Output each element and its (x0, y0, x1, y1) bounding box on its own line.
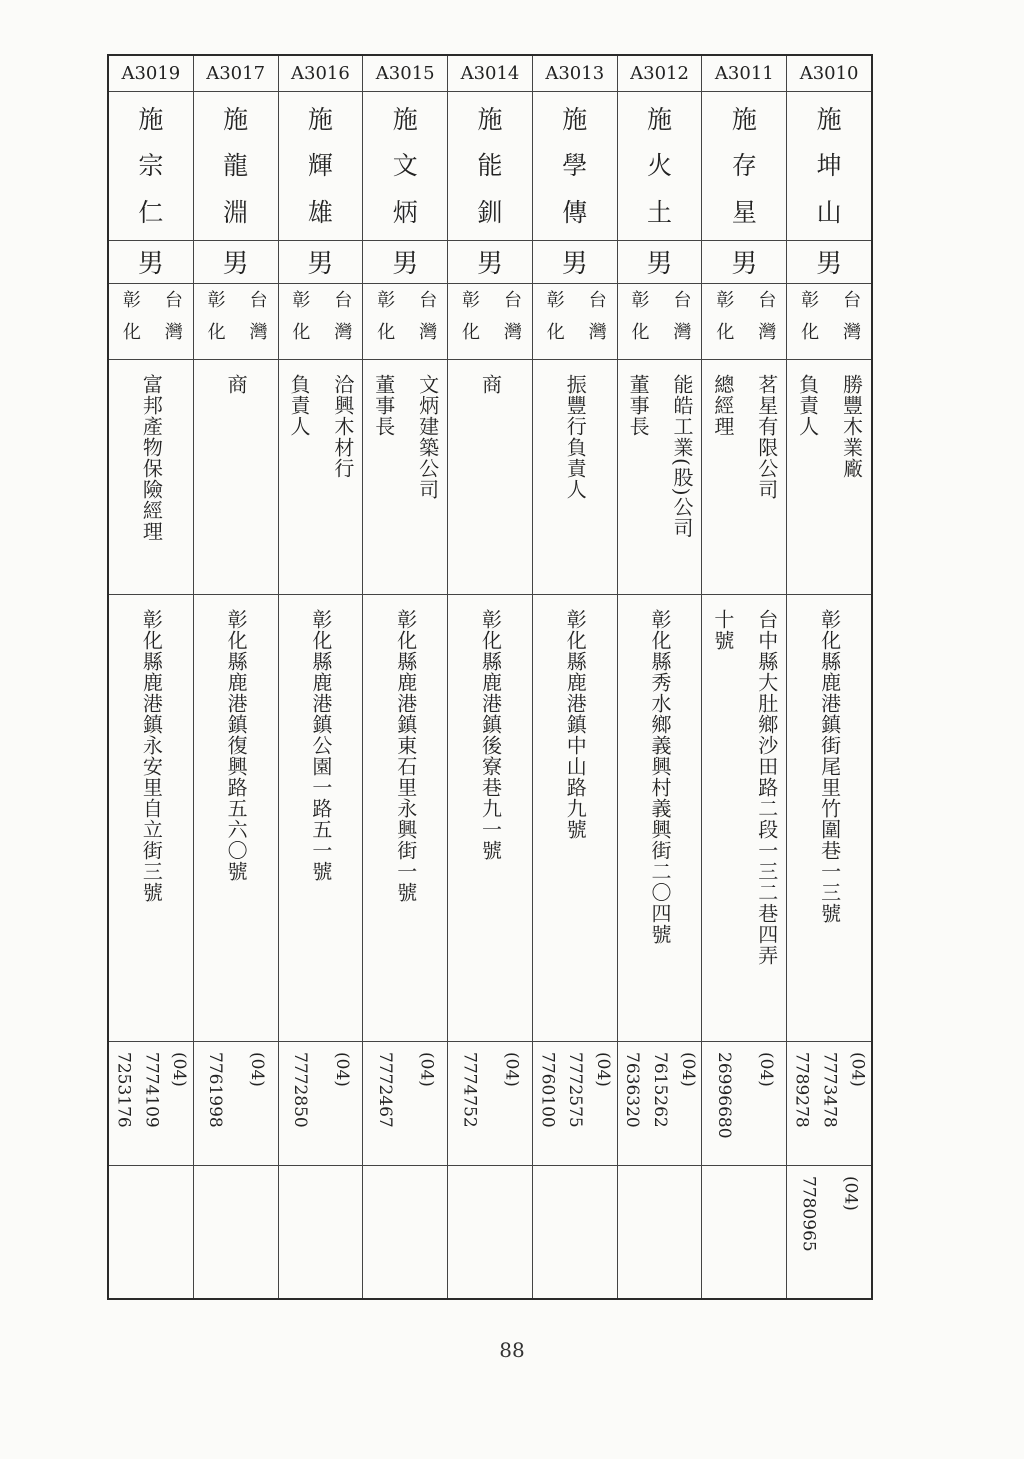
name-char: 傳 (562, 197, 588, 227)
record-column (279, 56, 364, 1298)
phone-cell (109, 1042, 193, 1166)
address-cell (279, 595, 363, 1042)
phone-line: (04) (416, 1052, 437, 1088)
occupation-line: 能皓工業(股)公司 (669, 373, 694, 539)
name-char: 施 (138, 104, 164, 134)
address-lines (448, 595, 532, 1041)
phone-line: (04) (847, 1052, 868, 1088)
origin-text: 彰化 (798, 289, 820, 354)
occupation-cell (787, 360, 871, 596)
origin-text: 彰化 (713, 289, 735, 354)
name-char: 施 (816, 104, 842, 134)
address-lines (533, 595, 617, 1041)
phone-line: 7772575 (565, 1052, 586, 1129)
phone-cell (194, 1042, 278, 1166)
sex-cell: 男 (533, 241, 617, 284)
name-cell (109, 92, 193, 241)
record-column (194, 56, 279, 1298)
phone-line: (04) (677, 1052, 698, 1088)
phone-lines (618, 1042, 702, 1165)
address-cell (109, 595, 193, 1042)
phone2-lines (618, 1166, 702, 1298)
occupation-line: 商 (224, 373, 249, 395)
record-column (787, 56, 871, 1298)
phone-lines (194, 1042, 278, 1165)
record-column (448, 56, 533, 1298)
origin-text: 台灣 (670, 289, 692, 354)
name-char: 輝 (307, 151, 333, 181)
record-id: A3011 (702, 56, 786, 92)
record-id: A3010 (787, 56, 871, 92)
occupation-cell (194, 360, 278, 596)
member-table (107, 54, 873, 1300)
name-char: 施 (307, 104, 333, 134)
phone-line: (04) (247, 1052, 268, 1088)
record-column (618, 56, 703, 1298)
occupation-line: 董事長 (626, 373, 651, 437)
occupation-line: 勝豐木業廠 (839, 373, 864, 479)
origin-cell (363, 284, 447, 360)
record-column (533, 56, 618, 1298)
phone2-cell (787, 1166, 871, 1298)
name-char: 山 (816, 197, 842, 227)
origin-text: 台灣 (585, 289, 607, 354)
occupation-cell (363, 360, 447, 596)
name-cell (787, 92, 871, 241)
phone2-lines (194, 1166, 278, 1298)
occupation-line: 洽興木材行 (330, 373, 355, 479)
phone2-line: (04) (840, 1176, 861, 1212)
origin-text: 台灣 (246, 289, 268, 354)
origin-text: 彰化 (289, 289, 311, 354)
phone2-cell (533, 1166, 617, 1298)
origin-text: 台灣 (161, 289, 183, 354)
record-column (702, 56, 787, 1298)
record-id: A3016 (279, 56, 363, 92)
phone2-cell (618, 1166, 702, 1298)
origin-cell (702, 284, 786, 360)
name-cell (702, 92, 786, 241)
name-char: 坤 (816, 151, 842, 181)
origin-text: 台灣 (840, 289, 862, 354)
name-char: 仁 (138, 197, 164, 227)
occupation-lines (279, 360, 363, 595)
occupation-line: 董事長 (371, 373, 396, 437)
phone-lines (279, 1042, 363, 1165)
address-cell (448, 595, 532, 1042)
name-char: 施 (647, 104, 673, 134)
name-char: 星 (731, 197, 757, 227)
address-lines (702, 595, 786, 1041)
phone-cell (533, 1042, 617, 1166)
address-cell (702, 595, 786, 1042)
phone-cell (363, 1042, 447, 1166)
occupation-cell (279, 360, 363, 596)
name-char: 土 (647, 197, 673, 227)
origin-cell (109, 284, 193, 360)
occupation-cell (702, 360, 786, 596)
name-char: 施 (562, 104, 588, 134)
phone2-lines (533, 1166, 617, 1298)
phone-cell (448, 1042, 532, 1166)
phone-cell (618, 1042, 702, 1166)
address-line: 彰化縣鹿港鎮復興路五六〇號 (224, 609, 249, 883)
occupation-lines (109, 360, 193, 595)
phone-line: (04) (501, 1052, 522, 1088)
origin-cell (448, 284, 532, 360)
origin-text: 台灣 (500, 289, 522, 354)
origin-text: 彰化 (458, 289, 480, 354)
phone-line: (04) (169, 1052, 190, 1088)
address-line: 彰化縣鹿港鎮街尾里竹圍巷一三號 (817, 609, 842, 925)
occupation-lines (787, 360, 871, 595)
sex-cell: 男 (787, 241, 871, 284)
record-id: A3012 (618, 56, 702, 92)
origin-text: 彰化 (628, 289, 650, 354)
address-lines (279, 595, 363, 1041)
phone2-lines (787, 1166, 871, 1298)
occupation-cell (533, 360, 617, 596)
phone-lines (533, 1042, 617, 1165)
phone2-cell (448, 1166, 532, 1298)
occupation-line: 富邦產物保險經理 (139, 373, 164, 542)
address-line: 彰化縣鹿港鎮後寮巷九一號 (478, 609, 503, 862)
sex-cell: 男 (109, 241, 193, 284)
address-cell (533, 595, 617, 1042)
occupation-lines (448, 360, 532, 595)
name-cell (448, 92, 532, 241)
address-line: 彰化縣鹿港鎮公園一路五一號 (308, 609, 333, 883)
occupation-lines (533, 360, 617, 595)
sex-cell: 男 (363, 241, 447, 284)
name-cell (363, 92, 447, 241)
occupation-line: 文炳建築公司 (415, 373, 440, 500)
name-char: 火 (647, 151, 673, 181)
occupation-line: 振豐行負責人 (563, 373, 588, 500)
name-cell (533, 92, 617, 241)
phone-cell (787, 1042, 871, 1166)
phone2-line: 7780965 (798, 1176, 819, 1252)
phone-line: 7253176 (113, 1052, 134, 1129)
origin-text: 彰化 (543, 289, 565, 354)
phone2-cell (702, 1166, 786, 1298)
phone2-lines (279, 1166, 363, 1298)
phone-line: 7774109 (141, 1052, 162, 1129)
address-cell (787, 595, 871, 1042)
occupation-lines (618, 360, 702, 595)
name-char: 宗 (138, 151, 164, 181)
name-char: 炳 (392, 197, 418, 227)
name-char: 能 (477, 151, 503, 181)
name-char: 施 (731, 104, 757, 134)
phone2-cell (279, 1166, 363, 1298)
phone-line: 7773478 (819, 1052, 840, 1129)
record-column (363, 56, 448, 1298)
origin-text: 台灣 (416, 289, 438, 354)
name-cell (194, 92, 278, 241)
occupation-line: 總經理 (710, 373, 735, 437)
origin-text: 台灣 (331, 289, 353, 354)
phone-lines (702, 1042, 786, 1165)
record-id: A3017 (194, 56, 278, 92)
phone-line: (04) (331, 1052, 352, 1088)
occupation-lines (702, 360, 786, 595)
phone2-lines (448, 1166, 532, 1298)
phone-line: (04) (593, 1052, 614, 1088)
phone-line: 7774752 (459, 1052, 480, 1129)
phone-line: 7615262 (650, 1052, 671, 1129)
phone-line: 7760100 (537, 1052, 558, 1129)
address-line: 彰化縣鹿港鎮東石里永興街一號 (393, 609, 418, 904)
phone-line: (04) (755, 1052, 776, 1088)
phone-line: 7772850 (289, 1052, 310, 1129)
sex-cell: 男 (448, 241, 532, 284)
phone-lines (448, 1042, 532, 1165)
origin-cell (787, 284, 871, 360)
name-char: 雄 (307, 197, 333, 227)
occupation-lines (194, 360, 278, 595)
occupation-line: 茗星有限公司 (754, 373, 779, 500)
record-id: A3013 (533, 56, 617, 92)
origin-cell (194, 284, 278, 360)
phone-line: 7772467 (374, 1052, 395, 1129)
record-id: A3019 (109, 56, 193, 92)
sex-cell: 男 (702, 241, 786, 284)
address-lines (194, 595, 278, 1041)
address-lines (787, 595, 871, 1041)
sex-cell: 男 (194, 241, 278, 284)
phone-line: 26996680 (713, 1052, 734, 1139)
phone-lines (109, 1042, 193, 1165)
occupation-cell (448, 360, 532, 596)
name-char: 釧 (477, 197, 503, 227)
name-char: 施 (392, 104, 418, 134)
sex-cell: 男 (618, 241, 702, 284)
name-char: 施 (223, 104, 249, 134)
address-line: 彰化縣秀水鄉義興村義興街二〇四號 (648, 609, 673, 946)
phone2-lines (363, 1166, 447, 1298)
address-line: 彰化縣鹿港鎮中山路九號 (563, 609, 588, 841)
record-id: A3015 (363, 56, 447, 92)
origin-cell (279, 284, 363, 360)
record-id: A3014 (448, 56, 532, 92)
phone-cell (702, 1042, 786, 1166)
phone-line: 7636320 (622, 1052, 643, 1129)
occupation-line: 負責人 (286, 373, 311, 437)
phone-lines (363, 1042, 447, 1165)
address-lines (618, 595, 702, 1041)
address-line: 台中縣大肚鄉沙田路二段一三二巷四弄 (754, 609, 779, 967)
phone2-lines (109, 1166, 193, 1298)
phone2-cell (194, 1166, 278, 1298)
occupation-cell (109, 360, 193, 596)
phone2-cell (363, 1166, 447, 1298)
name-cell (618, 92, 702, 241)
occupation-cell (618, 360, 702, 596)
phone2-cell (109, 1166, 193, 1298)
name-char: 學 (562, 151, 588, 181)
page-number: 88 (499, 1338, 525, 1362)
address-line: 十號 (710, 609, 735, 652)
address-lines (363, 595, 447, 1041)
origin-text: 彰化 (374, 289, 396, 354)
origin-text: 台灣 (755, 289, 777, 354)
origin-text: 彰化 (119, 289, 141, 354)
record-column (109, 56, 194, 1298)
sex-cell: 男 (279, 241, 363, 284)
name-cell (279, 92, 363, 241)
occupation-line: 負責人 (795, 373, 820, 437)
origin-cell (533, 284, 617, 360)
phone2-lines (702, 1166, 786, 1298)
occupation-lines (363, 360, 447, 595)
name-char: 文 (392, 151, 418, 181)
address-cell (363, 595, 447, 1042)
origin-text: 彰化 (204, 289, 226, 354)
address-lines (109, 595, 193, 1041)
origin-cell (618, 284, 702, 360)
phone-cell (279, 1042, 363, 1166)
name-char: 龍 (223, 151, 249, 181)
name-char: 施 (477, 104, 503, 134)
name-char: 淵 (223, 197, 249, 227)
address-cell (194, 595, 278, 1042)
name-char: 存 (731, 151, 757, 181)
address-line: 彰化縣鹿港鎮永安里自立街三號 (139, 609, 164, 904)
occupation-line: 商 (478, 373, 503, 395)
phone-line: 7761998 (205, 1052, 226, 1129)
phone-lines (787, 1042, 871, 1165)
address-cell (618, 595, 702, 1042)
phone-line: 7789278 (791, 1052, 812, 1129)
